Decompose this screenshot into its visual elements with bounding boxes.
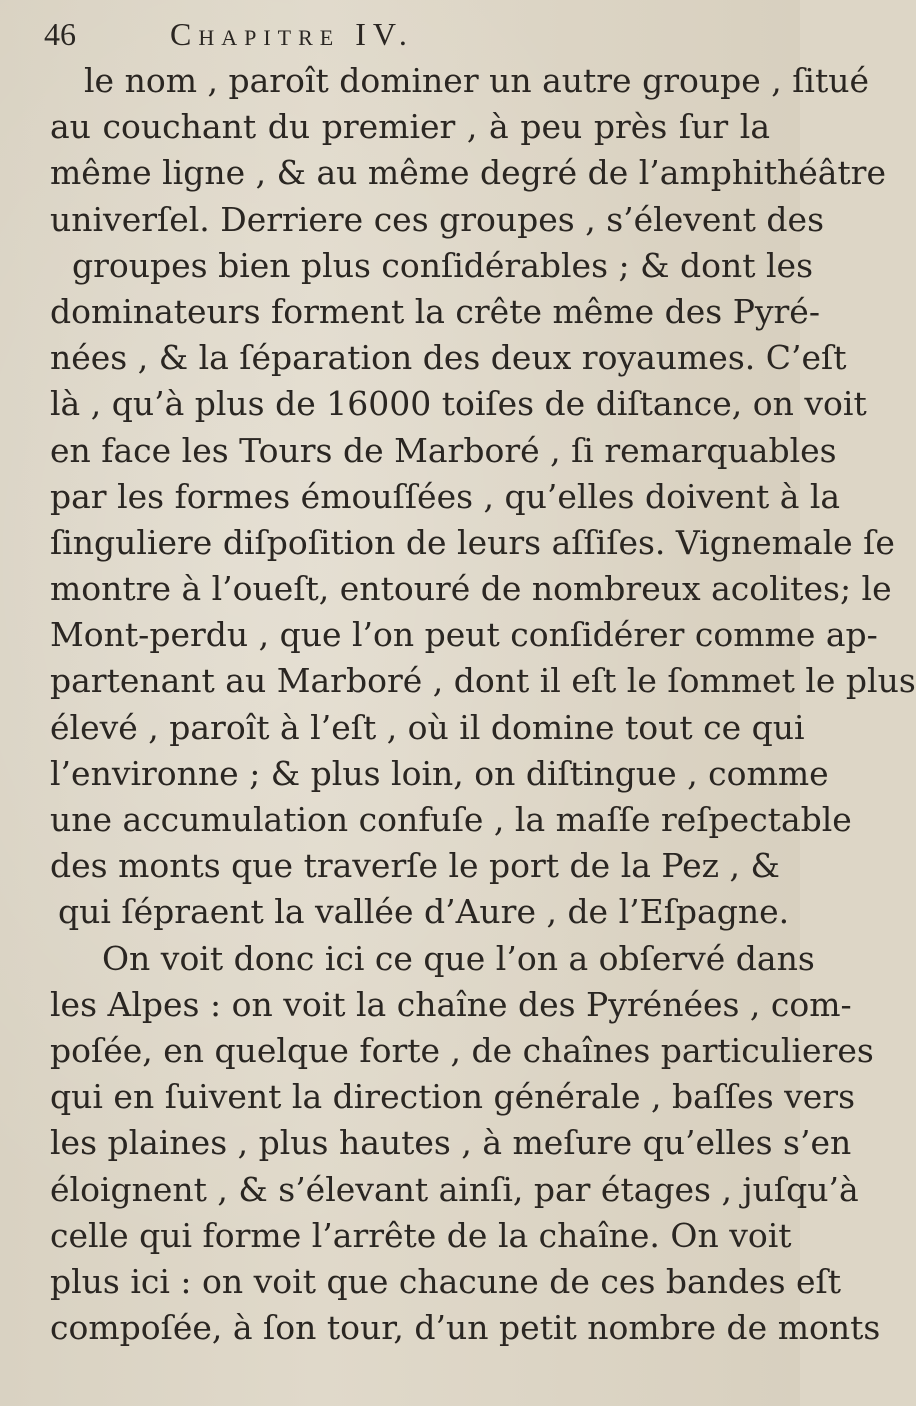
text-line: l’environne ; & plus loin, on diſtingue , comme <box>50 753 829 793</box>
text-line: groupes bien plus conſidérables ; & dont les <box>72 245 814 285</box>
text-line: là , qu’à plus de 16000 toiſes de diſtance, on voit <box>50 384 867 424</box>
paragraph-first-line: On voit donc ici ce que l’on a obſervé dans <box>102 938 815 978</box>
body-text <box>50 58 916 1351</box>
text-line: une accumulation confuſe , la maſſe reſpectable <box>50 800 852 839</box>
page-header <box>44 12 764 56</box>
text-line: dominateurs forment la crête même des Pyré- <box>50 291 820 331</box>
text-line: éloignent , & s’élevant ainſi, par étages , juſqu’à <box>50 1169 859 1209</box>
text-line: des monts que traverſe le port de la Pez , & <box>50 846 780 886</box>
running-head: Chapitre IV. <box>170 16 414 52</box>
text-line: même ligne , & au même degré de l’amphithéâtre <box>50 153 886 193</box>
text-line: les plaines , plus hautes , à meſure qu’elles s’en <box>50 1123 852 1163</box>
text-line: en face les Tours de Marboré , ſi remarquables <box>50 430 837 470</box>
text-line: le nom , paroît dominer un autre groupe , ſitué <box>84 61 870 100</box>
text-line: ſinguliere diſpoſition de leurs aſſiſes. Vignemale ſe <box>50 522 895 562</box>
text-line: celle qui forme l’arrête de la chaîne. On voit <box>50 1215 792 1255</box>
text-line: qui ſépraent la vallée d’Aure , de l’Eſpagne. <box>58 892 790 932</box>
text-line: par les formes émouſſées , qu’elles doivent à la <box>50 476 841 516</box>
text-line: poſée, en quelque forte , de chaînes particulieres <box>50 1030 874 1070</box>
text-line: montre à l’oueſt, entouré de nombreux acolites; le <box>50 569 892 609</box>
text-line: nées , & la ſéparation des deux royaumes. C’eſt <box>50 338 847 378</box>
text-line: univerſel. Derriere ces groupes , s’élevent des <box>50 199 825 239</box>
text-line: plus ici : on voit que chacune de ces bandes eſt <box>50 1261 842 1301</box>
text-line: au couchant du premier , à peu près ſur la <box>50 107 770 147</box>
page-number: 46 <box>44 16 76 52</box>
text-line: partenant au Marboré , dont il eſt le ſommet le plus <box>50 661 916 701</box>
text-line: qui en ſuivent la direction générale , baſſes vers <box>50 1077 856 1117</box>
text-line: Mont-perdu , que l’on peut conſidérer comme ap- <box>50 615 878 655</box>
text-line: compoſée, à ſon tour, d’un petit nombre de monts <box>50 1308 881 1348</box>
text-line: élevé , paroît à l’eſt , où il domine tout ce qui <box>50 707 805 747</box>
text-line: les Alpes : on voit la chaîne des Pyrénées , com- <box>50 984 852 1024</box>
